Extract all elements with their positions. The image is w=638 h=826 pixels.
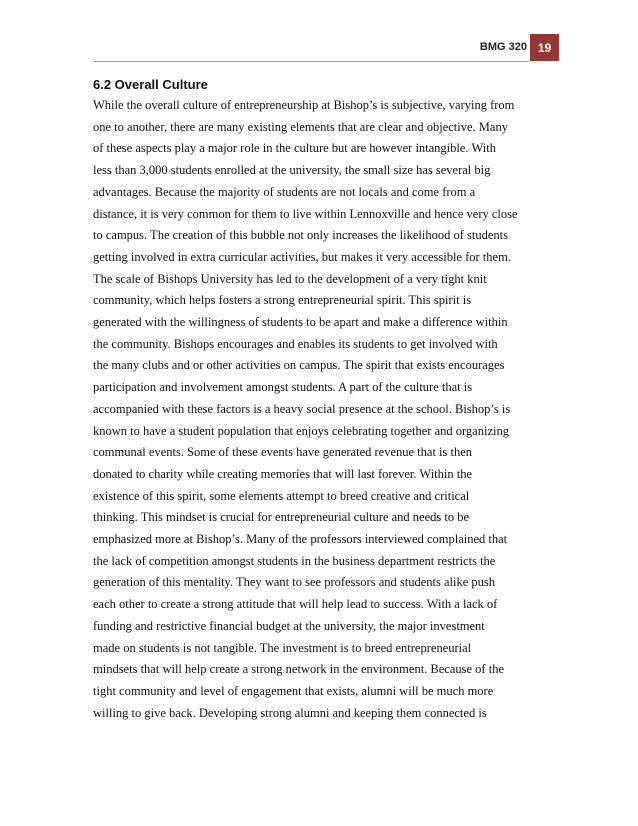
paragraph-line: made on students is not tangible. The investment is to breed entrepreneurial [93, 640, 472, 655]
paragraph-line: emphasized more at Bishop’s. Many of the professors interviewed complained that [93, 532, 508, 547]
paragraph-line: mindsets that will help create a strong network in the environment. Because of the [93, 662, 504, 677]
paragraph-line: less than 3,000 students enrolled at the university, the small size has several big [93, 163, 491, 178]
paragraph-line: While the overall culture of entrepreneurship at Bishop’s is subjective, varying from [93, 98, 515, 112]
body-paragraph [93, 95, 545, 724]
paragraph-line: generated with the willingness of students to be apart and make a difference within [93, 315, 508, 330]
course-code: BMG 320 [479, 41, 527, 53]
paragraph-line: the community. Bishops encourages and enables its students to get involved with [93, 336, 498, 351]
header-rule [94, 61, 529, 62]
paragraph-line: thinking. This mindset is crucial for entrepreneurial culture and needs to be [93, 510, 470, 525]
section-title: 6.2 Overall Culture [93, 77, 208, 92]
paragraph-line: to campus. The creation of this bubble not only increases the likelihood of students [93, 228, 508, 243]
paragraph-line: known to have a student population that enjoys celebrating together and organizing [93, 423, 509, 438]
paragraph-line: existence of this spirit, some elements attempt to breed creative and critical [93, 488, 470, 503]
paragraph-line: of these aspects play a major role in the culture but are however intangible. With [93, 141, 496, 156]
paragraph-line: communal events. Some of these events have generated revenue that is then [93, 445, 473, 460]
paragraph-line: tight community and level of engagement that exists, alumni will be much more [93, 683, 494, 698]
paragraph-line: each other to create a strong attitude that will help lead to success. With a lack of [93, 597, 498, 612]
paragraph-line: advantages. Because the majority of students are not locals and come from a [93, 184, 476, 199]
paragraph-line: getting involved in extra curricular activities, but makes it very accessible for them. [93, 249, 511, 264]
paragraph-line: the many clubs and or other activities on campus. The spirit that exists encourages [93, 358, 505, 373]
paragraph-line: one to another, there are many existing elements that are clear and objective. Many [93, 119, 508, 134]
paragraph-line: willing to give back. Developing strong alumni and keeping them connected is [93, 705, 487, 720]
paragraph-line: funding and restrictive financial budget at the university, the major investment [93, 618, 485, 633]
paragraph-line: distance, it is very common for them to live within Lennoxville and hence very close [93, 206, 518, 221]
paragraph-line: community, which helps fosters a strong entrepreneurial spirit. This spirit is [93, 293, 472, 308]
paragraph-line: the lack of competition amongst students in the business department restricts the [93, 553, 496, 568]
paragraph-line: The scale of Bishops University has led to the development of a very tight knit [93, 271, 487, 286]
paragraph-line: generation of this mentality. They want to see professors and students alike push [93, 575, 495, 590]
paragraph-line: donated to charity while creating memories that will last forever. Within the [93, 466, 473, 481]
page-number-badge: 19 [530, 34, 559, 61]
paragraph-line: participation and involvement amongst students. A part of the culture that is [93, 380, 473, 395]
paragraph-line: accompanied with these factors is a heavy social presence at the school. Bishop’s is [93, 401, 511, 416]
